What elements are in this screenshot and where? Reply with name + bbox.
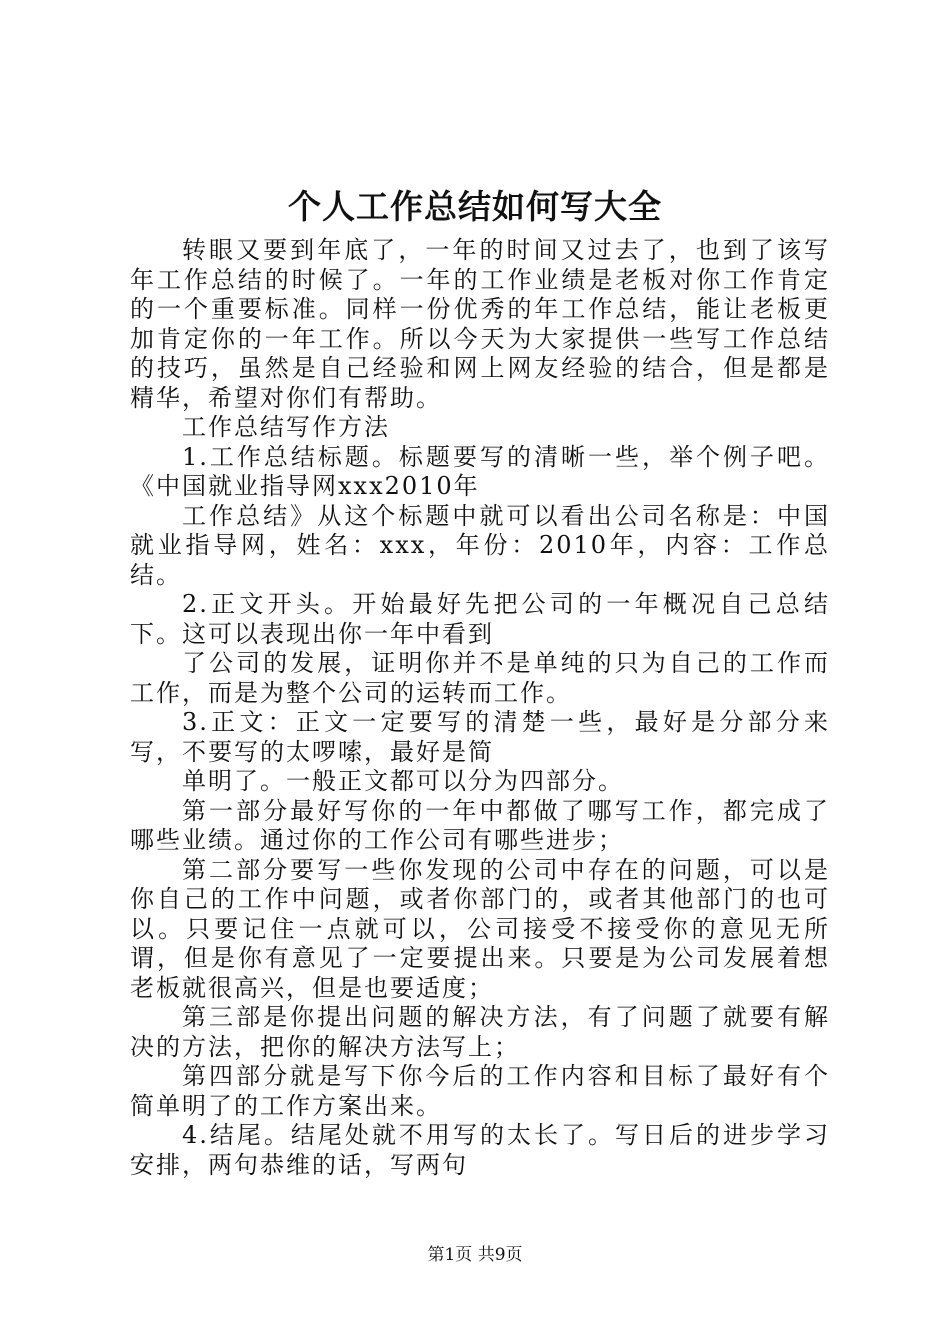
paragraph-step-2: 2.正文开头。开始最好先把公司的一年概况自己总结下。这可以表现出你一年中看到 — [130, 590, 830, 648]
paragraph-part-3: 第三部是你提出问题的解决方法，有了问题了就要有解决的方法，把你的解决方法写上； — [130, 1003, 830, 1061]
page-number-footer: 第1页 共9页 — [427, 1245, 523, 1265]
paragraph-step-1-cont: 工作总结》从这个标题中就可以看出公司名称是：中国就业指导网，姓名：xxx，年份：2010年，内容：工作总结。 — [130, 501, 830, 589]
paragraph-section-heading: 工作总结写作方法 — [182, 413, 390, 441]
paragraph-step-3: 3.正文：正文一定要写的清楚一些，最好是分部分来写，不要写的太啰嗦，最好是简 — [130, 708, 830, 766]
paragraph-step-2-cont: 了公司的发展，证明你并不是单纯的只为自己的工作而工作，而是为整个公司的运转而工作。 — [130, 649, 830, 707]
paragraph-part-2: 第二部分要写一些你发现的公司中存在的问题，可以是你自己的工作中问题，或者你部门的，或者其他部门的也可以。只要记住一点就可以，公司接受不接受你的意见无所谓，但是你有意见了一定要提出来。只要是为公司发展着想老板就很高兴，但是也要适度； — [130, 855, 830, 1002]
paragraph-step-3-cont: 单明了。一般正文都可以分为四部分。 — [182, 767, 624, 795]
paragraph-step-1: 1.工作总结标题。标题要写的清晰一些，举个例子吧。《中国就业指导网xxx2010年 — [130, 442, 830, 500]
document-body — [130, 236, 830, 1180]
paragraph-intro: 转眼又要到年底了，一年的时间又过去了，也到了该写年工作总结的时候了。一年的工作业绩是老板对你工作肯定的一个重要标准。同样一份优秀的年工作总结，能让老板更加肯定你的一年工作。所以今天为大家提供一些写工作总结的技巧，虽然是自己经验和网上网友经验的结合，但是都是精华，希望对你们有帮助。 — [130, 236, 830, 412]
document-title: 个人工作总结如何写大全 — [288, 187, 662, 226]
paragraph-part-1: 第一部分最好写你的一年中都做了哪写工作，都完成了哪些业绩。通过你的工作公司有哪些进步； — [130, 796, 830, 854]
paragraph-step-4: 4.结尾。结尾处就不用写的太长了。写日后的进步学习安排，两句恭维的话，写两句 — [130, 1121, 830, 1179]
paragraph-part-4: 第四部分就是写下你今后的工作内容和目标了最好有个简单明了的工作方案出来。 — [130, 1062, 830, 1120]
